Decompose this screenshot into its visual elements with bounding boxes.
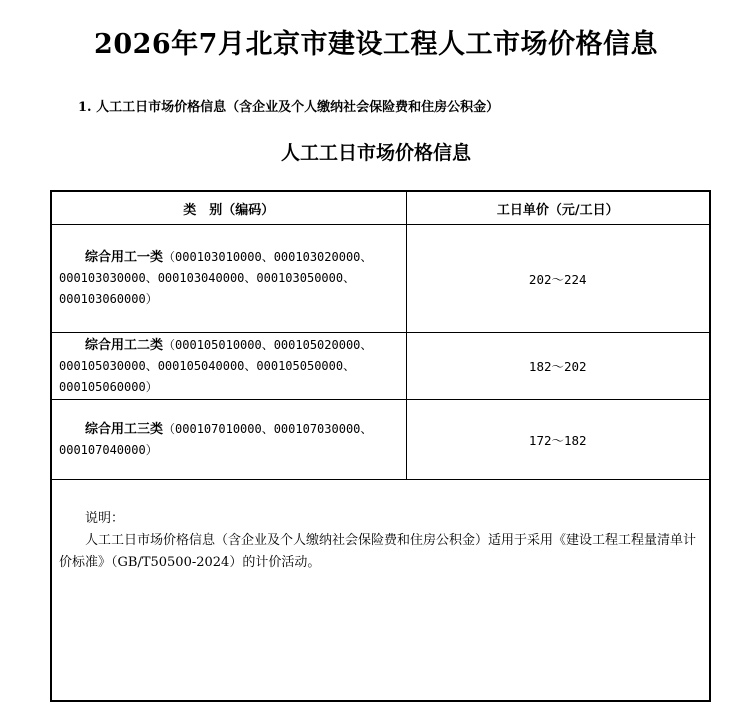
category-name: 综合用工二类 — [85, 337, 164, 353]
note-row — [51, 480, 710, 702]
category-codes: （000103010000、000103020000、000103030000、000103040000、000103050000、000103060000） — [59, 250, 373, 306]
category-name: 综合用工三类 — [85, 421, 164, 437]
price-table — [50, 190, 711, 702]
table-title: 人工工日市场价格信息 — [280, 142, 471, 164]
note-text: 人工工日市场价格信息（含企业及个人缴纳社会保险费和住房公积金）适用于采用《建设工程工程量清单计价标准》（GB/T50500-2024）的计价活动。 — [59, 533, 697, 570]
table-row — [51, 400, 710, 480]
category-codes: （000105010000、000105020000、000105030000、000105040000、000105050000、000105060000） — [59, 337, 373, 394]
category-cell — [51, 400, 406, 480]
table-row — [51, 333, 710, 400]
price-cell: 172～182 — [406, 400, 710, 480]
header-price: 工日单价（元/工日） — [406, 191, 710, 225]
section-heading: 1. 人工工日市场价格信息（含企业及个人缴纳社会保险费和住房公积金） — [78, 100, 500, 115]
category-cell — [51, 333, 406, 400]
price-cell: 202～224 — [406, 225, 710, 333]
category-cell — [51, 225, 406, 333]
price-cell: 182～202 — [406, 333, 710, 400]
note-cell — [51, 480, 710, 702]
category-name: 综合用工一类 — [85, 250, 164, 265]
note-label: 说明： — [85, 511, 125, 526]
page-title: 2026年7月北京市建设工程人工市场价格信息 — [94, 29, 658, 60]
header-category: 类 别（编码） — [51, 191, 406, 225]
table-header-row — [51, 191, 710, 225]
category-codes: （000107010000、000107030000、000107040000） — [59, 421, 373, 457]
table-row — [51, 225, 710, 333]
